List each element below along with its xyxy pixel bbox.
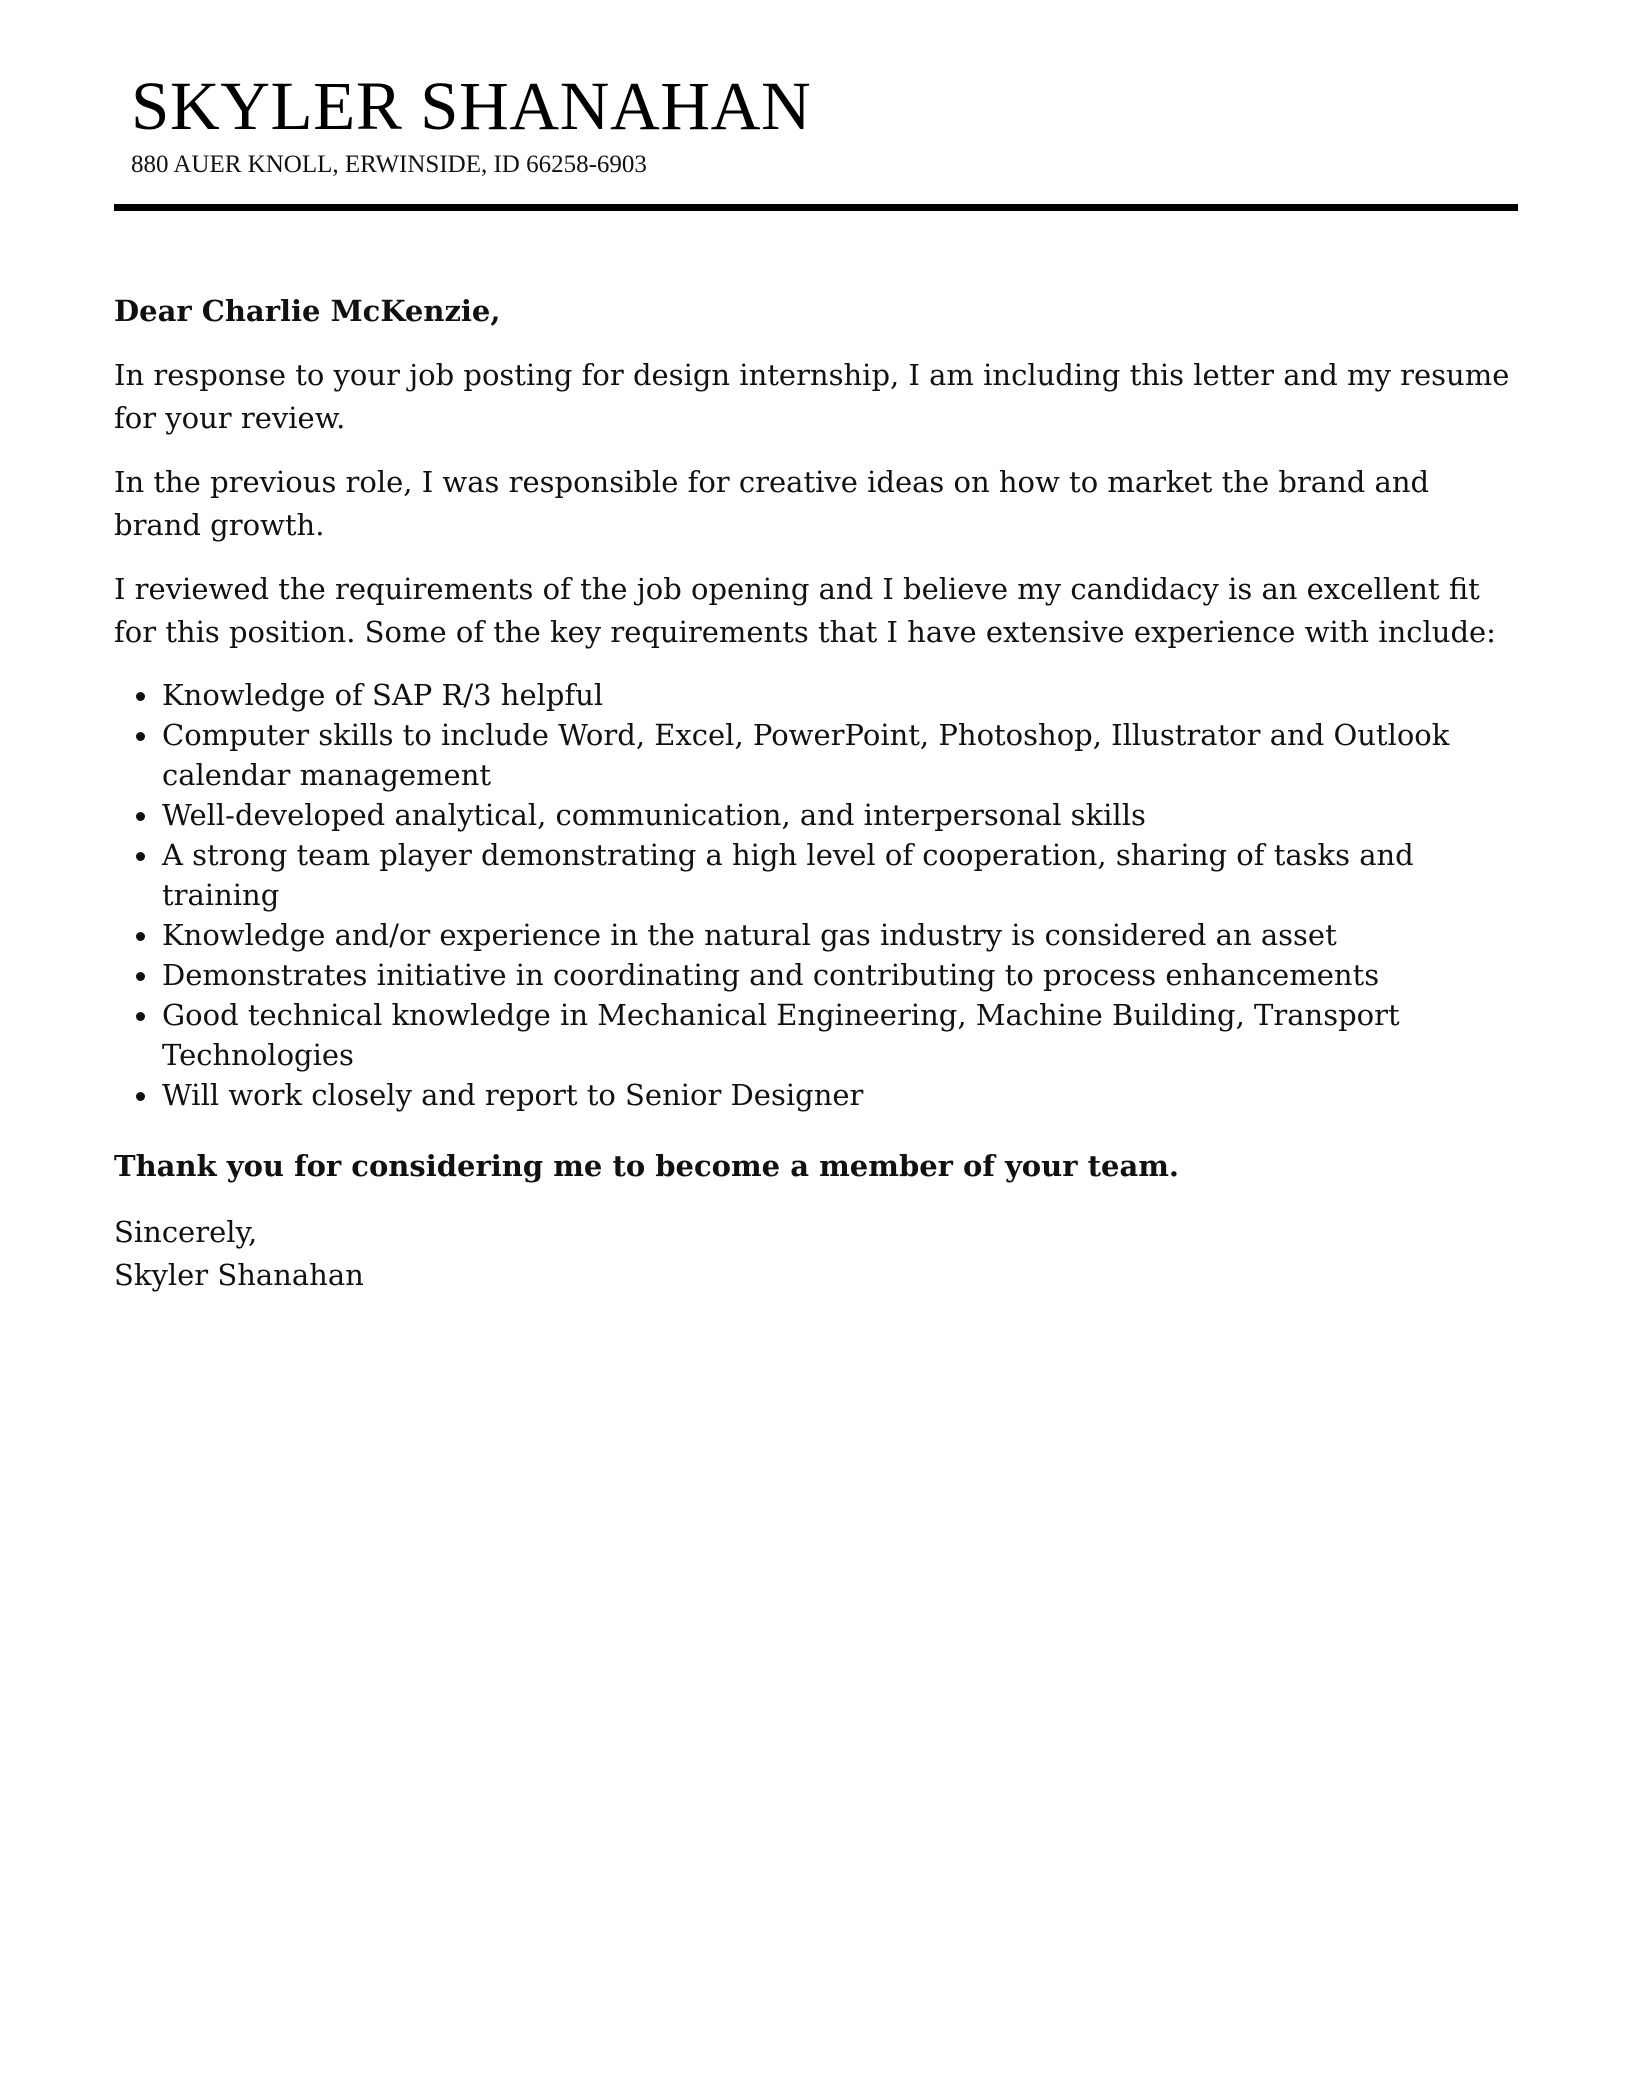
bullet-icon [136, 812, 145, 821]
signature-name: Skyler Shanahan [114, 1258, 364, 1292]
list-item [162, 795, 1518, 835]
list-item-text: Will work closely and report to Senior Designer [162, 1078, 864, 1112]
sender-name: SKYLER SHANAHAN [131, 68, 812, 144]
bullet-icon [136, 1012, 145, 1021]
sender-address: 880 AUER KNOLL, ERWINSIDE, ID 66258-6903 [131, 151, 647, 178]
list-item [162, 675, 1518, 715]
bullet-icon [136, 692, 145, 701]
letter-header [131, 66, 1501, 182]
list-item [162, 915, 1518, 955]
closing-statement: Thank you for considering me to become a member of your team. [114, 1149, 1180, 1183]
bullet-icon [136, 972, 145, 981]
list-item-text: Knowledge of SAP R/3 helpful [162, 678, 604, 712]
list-item [162, 995, 1518, 1075]
valediction: Sincerely, [114, 1215, 258, 1249]
bullet-icon [136, 932, 145, 941]
bullet-icon [136, 852, 145, 861]
list-item-text: Knowledge and/or experience in the natural gas industry is considered an asset [162, 918, 1337, 952]
bullet-icon [136, 1092, 145, 1101]
list-item [162, 715, 1518, 795]
list-item-text: Well-developed analytical, communication, and interpersonal skills [162, 798, 1146, 832]
paragraph-requirements-intro: I reviewed the requirements of the job opening and I believe my candidacy is an excellent fit for this position. Some of the key requirements that I have extensive experience with include: [114, 572, 1496, 649]
letter-body [114, 290, 1518, 1297]
paragraph-intro: In response to your job posting for design internship, I am including this letter and my resume for your review. [114, 358, 1510, 435]
list-item [162, 1075, 1518, 1115]
sign-off [114, 1211, 1518, 1297]
list-item-text: A strong team player demonstrating a high level of cooperation, sharing of tasks and training [162, 838, 1414, 912]
list-item [162, 835, 1518, 915]
bullet-icon [136, 732, 145, 741]
list-item-text: Computer skills to include Word, Excel, PowerPoint, Photoshop, Illustrator and Outlook calendar management [162, 718, 1450, 792]
header-divider [114, 204, 1518, 211]
paragraph-previous-role: In the previous role, I was responsible for creative ideas on how to market the brand and brand growth. [114, 465, 1430, 542]
requirements-list [114, 675, 1518, 1115]
list-item-text: Good technical knowledge in Mechanical Engineering, Machine Building, Transport Technologies [162, 998, 1400, 1072]
list-item [162, 955, 1518, 995]
salutation: Dear Charlie McKenzie, [114, 294, 501, 328]
list-item-text: Demonstrates initiative in coordinating and contributing to process enhancements [162, 958, 1380, 992]
